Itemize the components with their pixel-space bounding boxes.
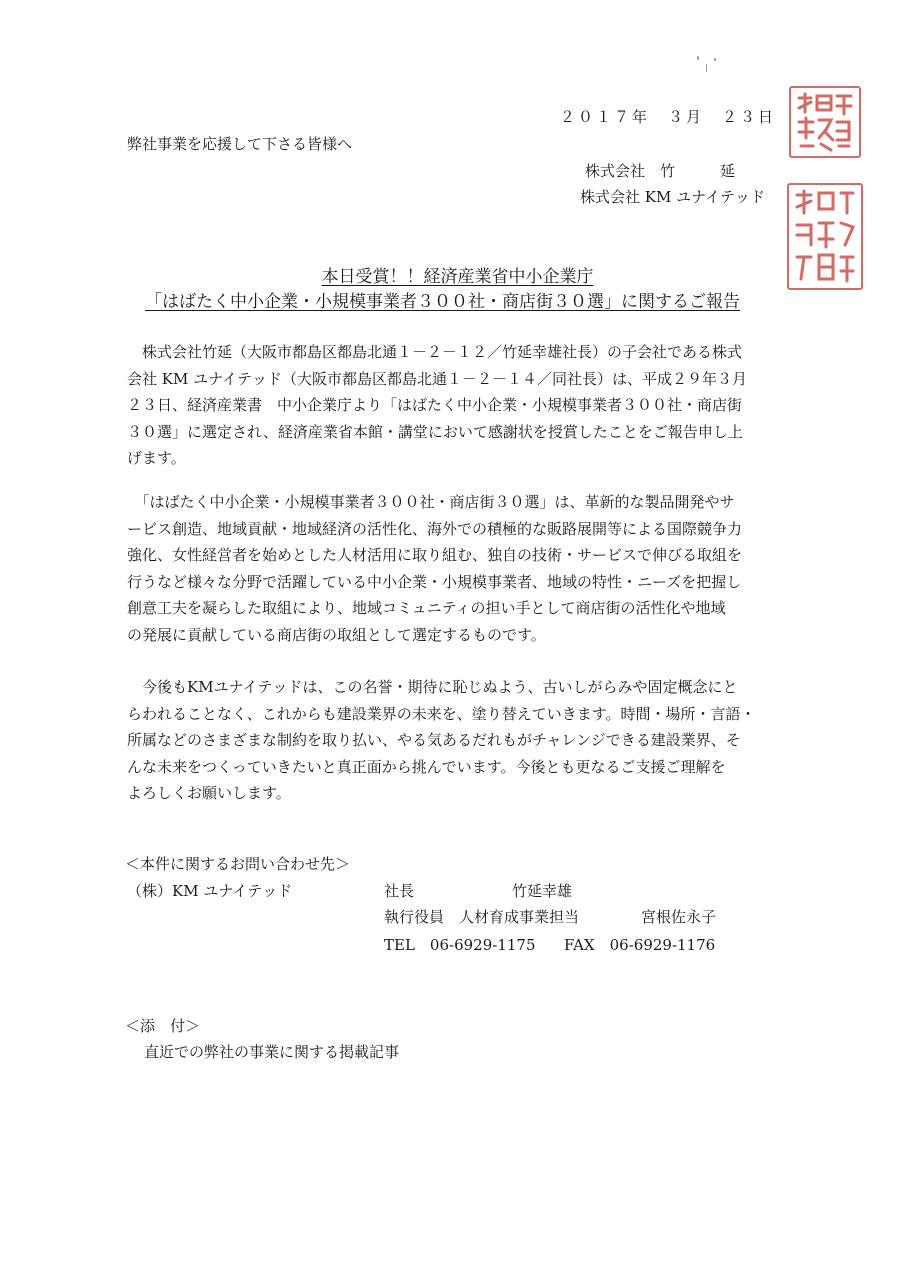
body-paragraph-3 [127,674,779,807]
contact-role-president: 社長 [384,882,415,900]
attachment-item: 直近での弊社の事業に関する掲載記事 [144,1043,400,1061]
paragraph-line: 創意工夫を凝らした取組により、地域コミュニティの担い手として商店街の活性化や地域 [127,599,726,617]
paragraph-line: 会社 KM ユナイテッド（大阪市都島区都島北通１－２－１４／同社長）は、平成２９年３月 [127,369,748,388]
paragraph-line: 「はばたく中小企業・小規模事業者３００社・商店街３０選」は、革新的な製品開発やサ [127,493,735,511]
contact-role-officer: 執行役員 人材育成事業担当 [384,908,580,926]
contact-fax: FAX 06-6929-1176 [564,936,716,954]
sender-company-1: 株式会社 竹 延 [585,162,736,180]
scan-speck [714,58,716,61]
paragraph-line: んな未来をつくっていきたいと真正面から挑んでいます。今後とも更なるご支援ご理解を [127,757,726,776]
document-title-line-2: 「はばたく中小企業・小規模事業者３００社・商店街３０選」に関するご報告 [145,292,740,312]
company-seal-stamp [789,86,861,158]
scan-speck [697,56,699,60]
body-paragraph-2 [127,489,779,648]
document-date: ２０１７年 ３月 ２３日 [560,108,777,126]
contact-name-president: 竹延幸雄 [512,882,573,900]
paragraph-line: 所属などのさまざまな制約を取り払い、やる気あるだれもがチャレンジできる建設業界、そ [127,731,741,749]
sender-company-2: 株式会社 KM ユナイテッド [580,188,766,206]
scan-speck [706,64,707,72]
seal-stamp-icon [791,88,859,156]
body-paragraph-1 [127,339,779,472]
paragraph-line: 株式会社竹延（大阪市都島区都島北通１－２－１２／竹延幸雄社長）の子会社である株式 [127,343,743,361]
paragraph-line: ２３日、経済産業書 中小企業庁より「はばたく中小企業・小規模事業者３００社・商店街 [127,396,743,414]
addressee: 弊社事業を応援して下さる皆様へ [127,135,353,153]
contact-heading: ＜本件に関するお問い合わせ先＞ [125,855,351,873]
paragraph-line: よろしくお願いします。 [127,784,291,802]
paragraph-line: の発展に貢献している商店街の取組として選定するものです。 [127,625,546,644]
paragraph-line: 強化、女性経営者を始めとした人材活用に取り組む、独自の技術・サービスで伸びる取組を [127,546,743,564]
paragraph-line: らわれることなく、これからも建設業界の未来を、塗り替えていきます。時間・場所・言語・ [127,704,756,723]
paragraph-line: 行うなど様々な分野で活躍している中小企業・小規模事業者、地域の特性・ニーズを把握し [127,572,742,591]
attachment-heading: ＜添 付＞ [125,1017,201,1035]
contact-name-officer: 宮根佐永子 [641,908,717,926]
paragraph-line: ３０選」に選定され、経済産業省本館・講堂において感謝状を授賞したことをご報告申し上 [127,422,743,441]
paragraph-line: ービス創造、地域貢献・地域経済の活性化、海外での積極的な販路展開等による国際競争力 [127,519,743,538]
paragraph-line: げます。 [127,449,186,467]
document-title-line-1: 本日受賞！！経済産業省中小企業庁 [321,267,594,287]
contact-company: （株）KM ユナイテッド [127,882,293,900]
paragraph-line: 今後もKMユナイテッドは、この名誉・期待に恥じぬよう、古いしがらみや固定概念にと [127,678,738,696]
contact-telephone: TEL 06-6929-1175 [384,936,536,954]
